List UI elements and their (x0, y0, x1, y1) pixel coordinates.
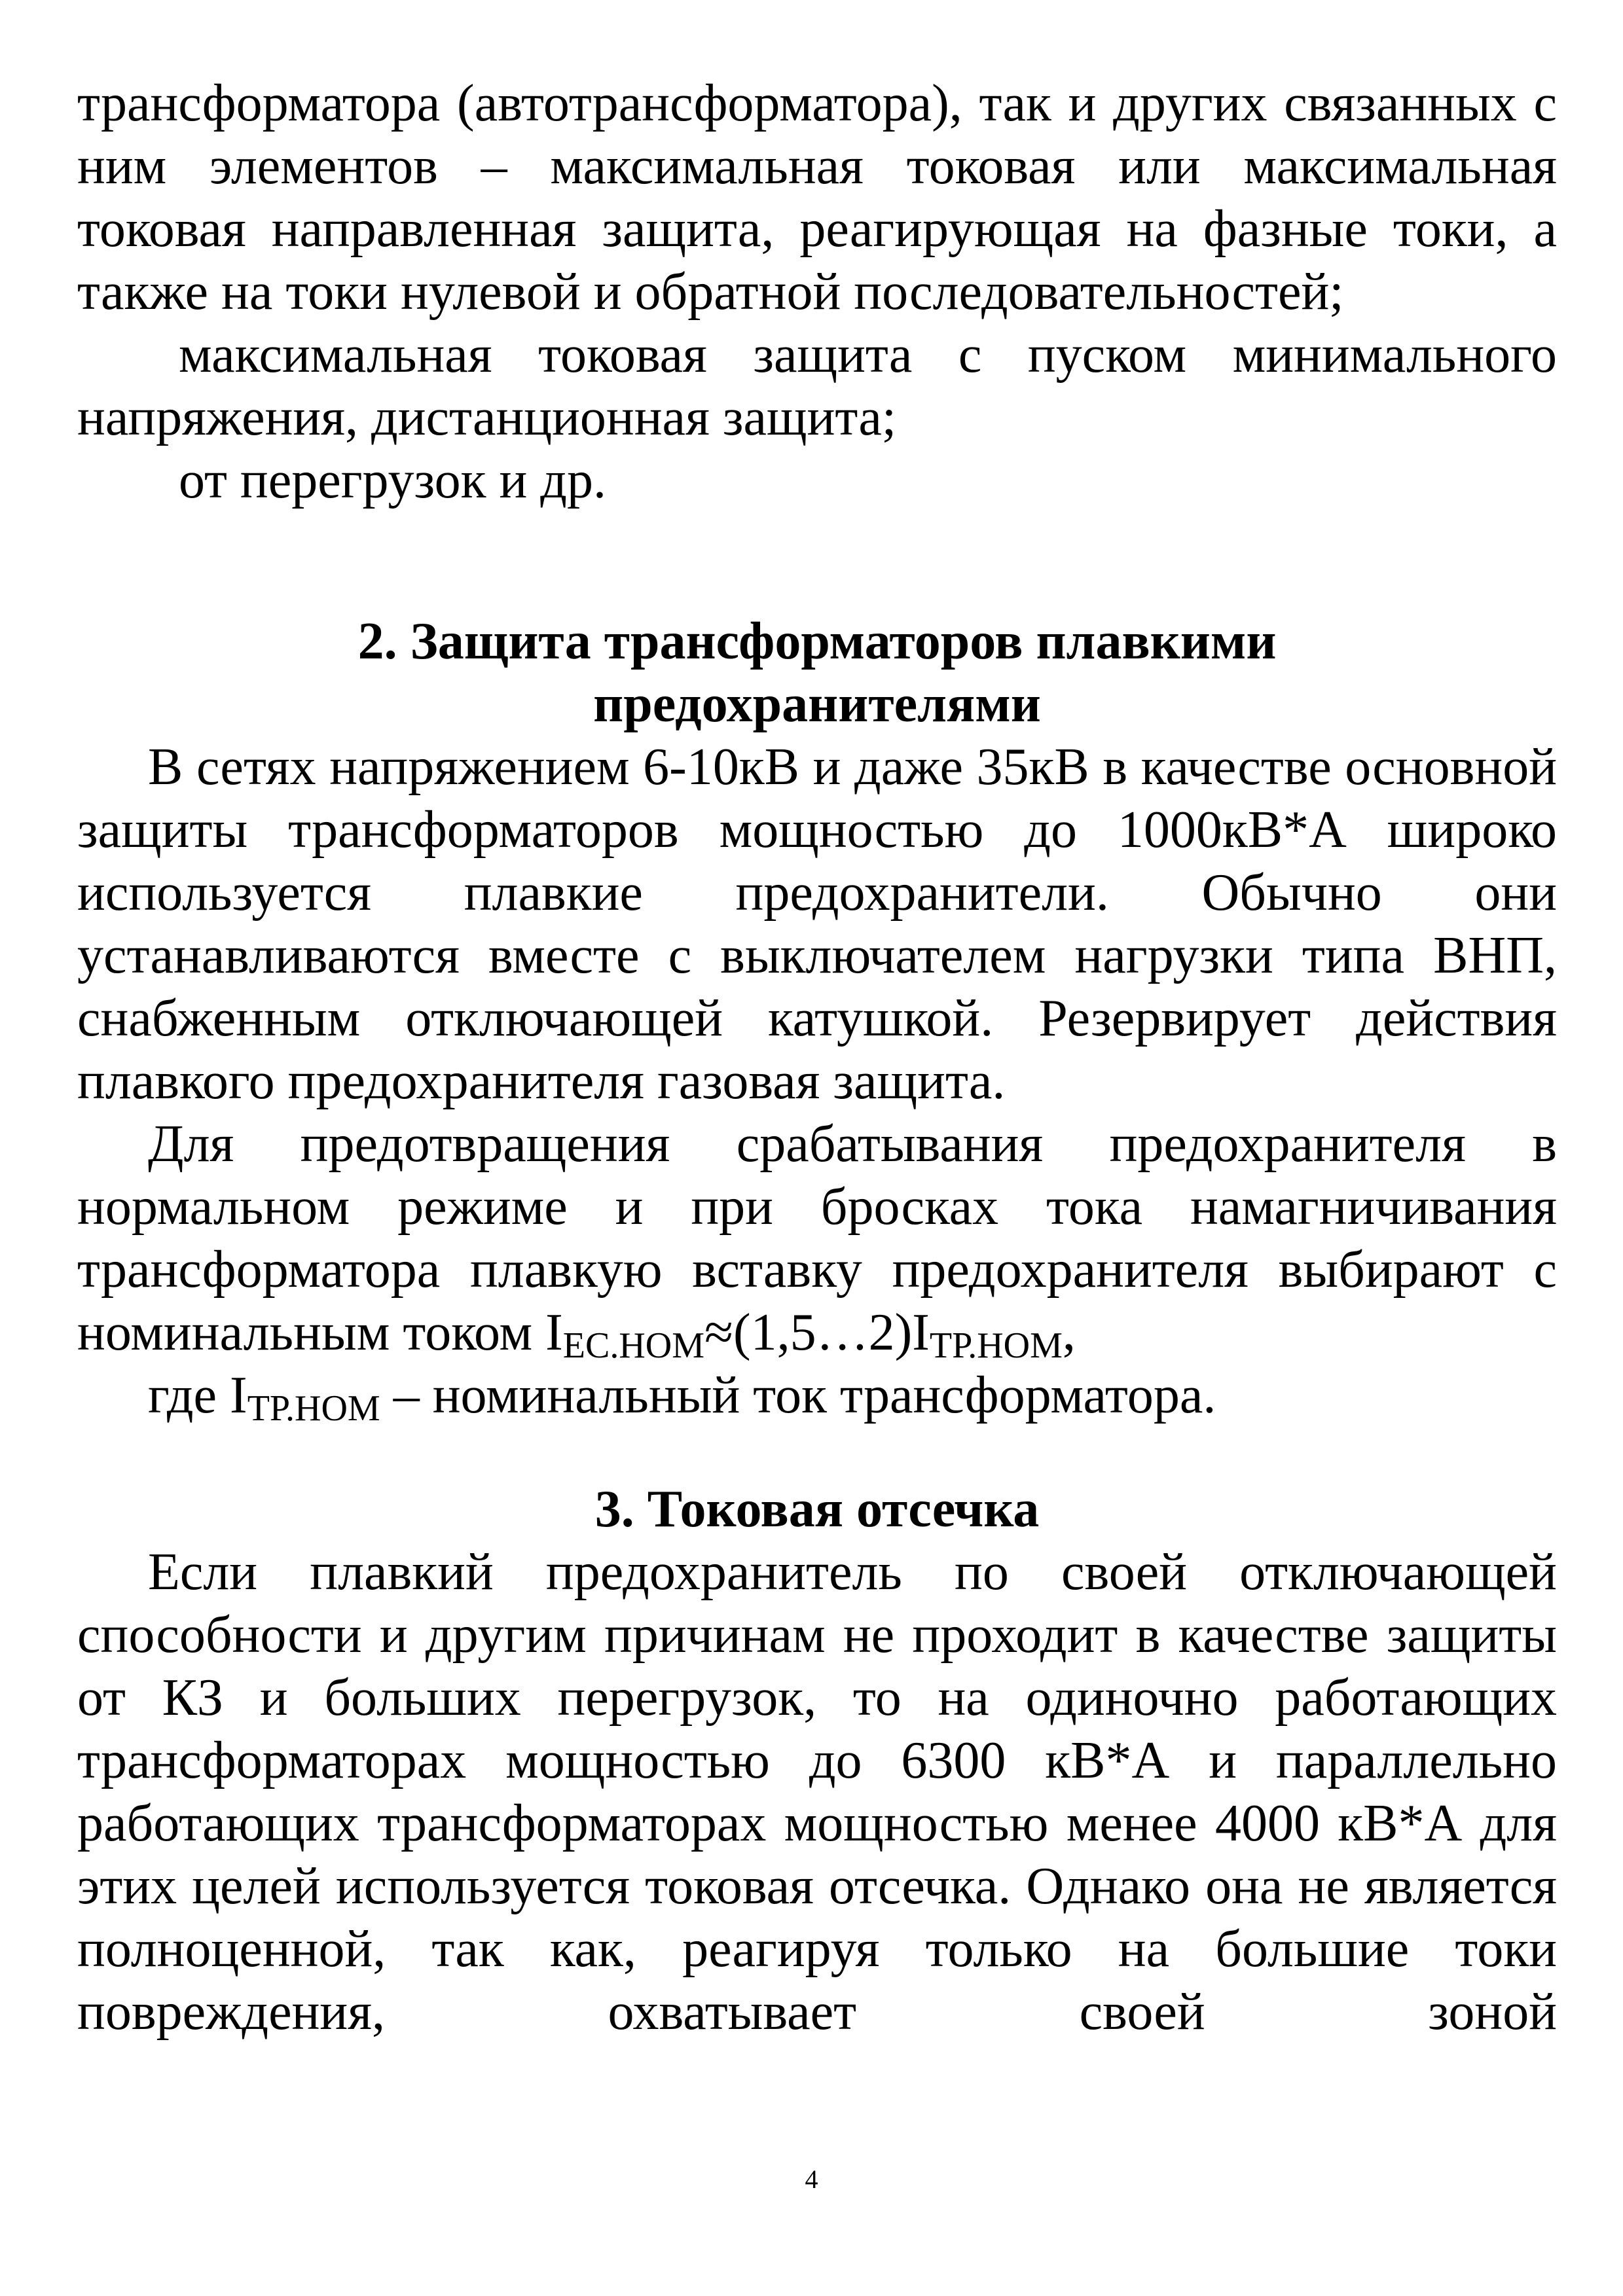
formula-subscript-fuse-nominal: ЕС.НОМ (562, 1325, 705, 1366)
section-2-heading (77, 610, 1557, 736)
section-2-paragraph-1: В сетях напряжением 6-10кВ и даже 35кВ в качестве основной защиты трансформаторов мощностью до 1000кВ*А широко используется плавкие предохранители. Обычно они устанавливаются вместе с выключателем нагрузки типа ВНП, снабженным отключающей катушкой. Резервирует действия плавкого предохранителя газовая защита. (77, 738, 1557, 1110)
section-2-heading-line-1: 2. Защита трансформаторов плавкими (357, 613, 1277, 670)
section-3-heading: 3. Токовая отсечка (594, 1480, 1040, 1538)
intro-paragraph-3: от перегрузок и др. (179, 452, 607, 509)
intro-paragraph-2: максимальная токовая защита с пуском минимального напряжения, дистанционная защита; (77, 326, 1557, 446)
section-3-paragraph-1: Если плавкий предохранитель по своей отключающей способности и другим причинам не проходит в качестве защиты от КЗ и больших перегрузок, то на одиночно работающих трансформаторах мощностью до 6300 кВ*А и параллельно работающих трансформаторах мощностью менее 4000 кВ*А для этих целей используется токовая отсечка. Однако она не является полноценной, так как, реагируя только на большие токи повреждения, охватывает своей зоной (77, 1543, 1557, 2041)
section-2-paragraph-3-end: – номинальный ток трансформатора. (380, 1367, 1216, 1424)
formula-ratio: ≈(1,5…2)I (704, 1304, 930, 1361)
page-number: 4 (805, 2164, 818, 2194)
section-spacer (77, 1427, 1557, 1478)
intro-paragraph-1: трансформатора (автотрансформатора), так и других связанных с ним элементов – максимальная токовая или максимальная токовая направленная защита, реагирующая на фазные токи, а также на токи нулевой и обратной последовательностей; (77, 75, 1557, 321)
formula-current-symbol: I (545, 1304, 563, 1361)
formula-end: , (1062, 1304, 1076, 1361)
section-2-paragraph-3-subscript: ТР.НОМ (247, 1388, 380, 1429)
page-content (77, 72, 1557, 2043)
section-2-paragraph-2-text: Для предотвращения срабатывания предохранителя в нормальном режиме и при бросках тока намагничивания трансформатора плавкую вставку предохранителя выбирают с номинальным током (77, 1115, 1557, 1361)
section-2-paragraph-3-start: где I (148, 1367, 247, 1424)
section-2-paragraph-3 (77, 1364, 1557, 1427)
section-2-heading-line-2: предохранителями (593, 675, 1041, 733)
section-spacer (77, 512, 1557, 610)
section-2-paragraph-2 (77, 1113, 1557, 1364)
formula-subscript-transformer-nominal: ТР.НОМ (929, 1325, 1063, 1366)
